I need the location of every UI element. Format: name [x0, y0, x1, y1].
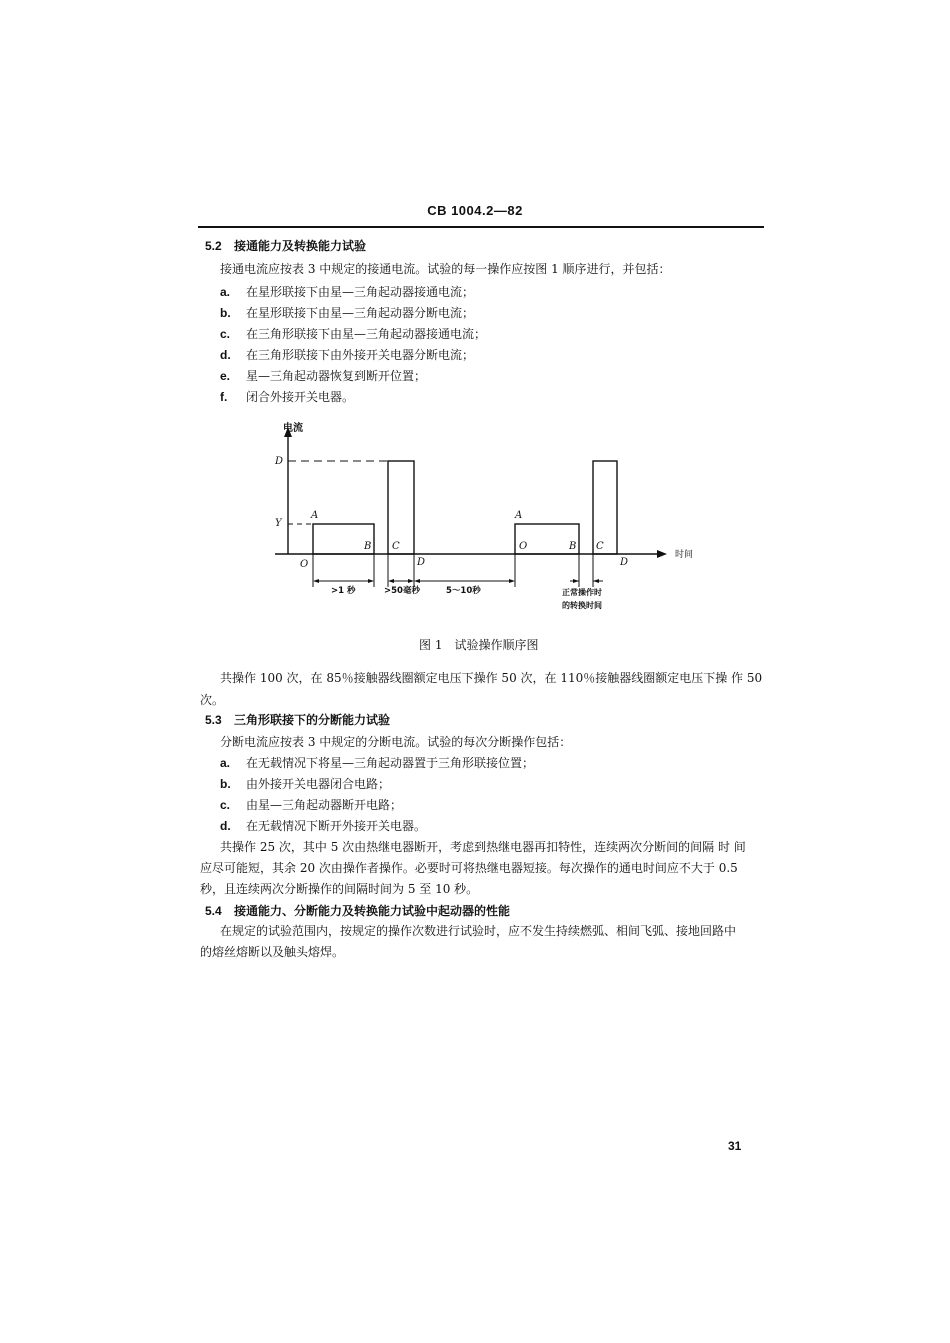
- dimension-label-range: 5～10秒: [446, 586, 481, 596]
- item-text: 在无载情况下将星—三角起动器置于三角形联接位置；: [246, 756, 535, 770]
- section-number: 5.4: [205, 904, 222, 918]
- x-axis-label: 时间: [675, 550, 694, 560]
- operation-sequence-diagram: [265, 415, 705, 615]
- dimension-arrowhead: [593, 579, 599, 583]
- dimension-arrowhead: [313, 579, 319, 583]
- dimension-arrowhead: [408, 579, 414, 583]
- section-title: 接通能力及转换能力试验: [234, 239, 367, 253]
- dimension-label-gt1s: >1 秒: [331, 586, 356, 596]
- section-5-3-heading: [205, 712, 390, 729]
- dimension-note-line1: 正常操作时: [562, 588, 602, 597]
- section-5-4-heading: [205, 903, 510, 920]
- list-item: [220, 776, 390, 793]
- item-text: 在星形联接下由星—三角起动器接通电流；: [246, 285, 475, 299]
- section-number: 5.2: [205, 239, 222, 253]
- dimension-arrowhead: [414, 579, 420, 583]
- section-5-2-heading: [205, 238, 366, 255]
- level-d-label: D: [275, 456, 284, 467]
- item-text: 在星形联接下由星—三角起动器分断电流；: [246, 306, 475, 320]
- item-letter: d.: [220, 819, 231, 833]
- point-c-label: C: [392, 541, 400, 552]
- item-text: 在无载情况下断开外接开关电器。: [246, 819, 427, 833]
- item-letter: c.: [220, 327, 231, 341]
- point-d-label: D: [417, 557, 426, 568]
- list-item: [220, 797, 402, 814]
- list-item: [220, 368, 426, 385]
- item-letter: a.: [220, 756, 231, 770]
- item-text: 闭合外接开关电器。: [246, 390, 355, 404]
- dimension-note-line2: 的转换时间: [562, 601, 602, 610]
- dimension-arrowhead: [368, 579, 374, 583]
- y-axis-label: 电流: [283, 423, 303, 434]
- section-title: 三角形联接下的分断能力试验: [234, 713, 391, 727]
- item-letter: c.: [220, 798, 231, 812]
- item-letter: a.: [220, 285, 231, 299]
- dimension-arrowhead: [573, 579, 579, 583]
- dimension-arrowhead: [388, 579, 394, 583]
- operations-paragraph-line: 次。: [200, 693, 225, 707]
- section-5-3-paragraph-line: 共操作 25 次，其中 5 次由热继电器断开，考虑到热继电器再扣特性，连续两次分断间的间隔 时 间: [220, 840, 746, 854]
- section-5-2-intro: 接通电流应按表 3 中规定的接通电流。试验的每一操作应按图 1 顺序进行，并包括：: [220, 262, 671, 276]
- section-title: 接通能力、分断能力及转换能力试验中起动器的性能: [234, 904, 511, 918]
- dimension-label-gt50ms: >50毫秒: [384, 586, 420, 596]
- figure-caption: 图 1 试验操作顺序图: [419, 638, 539, 652]
- item-letter: b.: [220, 777, 231, 791]
- point-o-label: O: [519, 541, 528, 552]
- item-text: 在三角形联接下由外接开关电器分断电流；: [246, 348, 475, 362]
- x-axis-arrow: [657, 550, 667, 558]
- point-c-label: C: [596, 541, 604, 552]
- list-item: [220, 389, 354, 406]
- item-text: 由外接开关电器闭合电路；: [246, 777, 391, 791]
- point-b-label: B: [364, 541, 372, 552]
- operations-paragraph-line: 共操作 100 次，在 85％接触器线圈额定电压下操作 50 次，在 110％接触器线圈额定电压下操 作 50: [220, 671, 763, 685]
- item-text: 由星—三角起动器断开电路；: [246, 798, 403, 812]
- item-letter: b.: [220, 306, 231, 320]
- list-item: [220, 755, 534, 772]
- point-a-label: A: [311, 510, 319, 521]
- section-number: 5.3: [205, 713, 222, 727]
- item-letter: f.: [220, 390, 228, 404]
- list-item: [220, 305, 474, 322]
- section-5-3-paragraph-line: 应尽可能短，其余 20 次由操作者操作。必要时可将热继电器短接。每次操作的通电时间应不大于 0.5: [200, 861, 738, 875]
- point-o-label: O: [300, 559, 309, 570]
- section-5-4-paragraph-line: 的熔丝熔断以及触头熔焊。: [200, 945, 345, 959]
- point-b-label: B: [569, 541, 577, 552]
- item-text: 在三角形联接下由星—三角起动器接通电流；: [246, 327, 487, 341]
- section-5-3-paragraph-line: 秒，且连续两次分断操作的间隔时间为 5 至 10 秒。: [200, 882, 479, 896]
- item-letter: d.: [220, 348, 231, 362]
- section-5-4-paragraph-line: 在规定的试验范围内，按规定的操作次数进行试验时，应不发生持续燃弧、相间飞弧、接地回路中: [220, 924, 737, 938]
- item-text: 星—三角起动器恢复到断开位置；: [246, 369, 427, 383]
- list-item: [220, 818, 426, 835]
- page-number: 31: [728, 1139, 742, 1153]
- header-rule: [198, 226, 764, 228]
- dimension-arrowhead: [509, 579, 515, 583]
- level-y-label: Y: [275, 518, 282, 529]
- point-d-label: D: [620, 557, 629, 568]
- list-item: [220, 284, 474, 301]
- list-item: [220, 347, 474, 364]
- item-letter: e.: [220, 369, 231, 383]
- list-item: [220, 326, 486, 343]
- point-a-label: A: [515, 510, 523, 521]
- document-code: CB 1004.2—82: [427, 203, 523, 218]
- section-5-3-intro: 分断电流应按表 3 中规定的分断电流。试验的每次分断操作包括：: [220, 735, 572, 749]
